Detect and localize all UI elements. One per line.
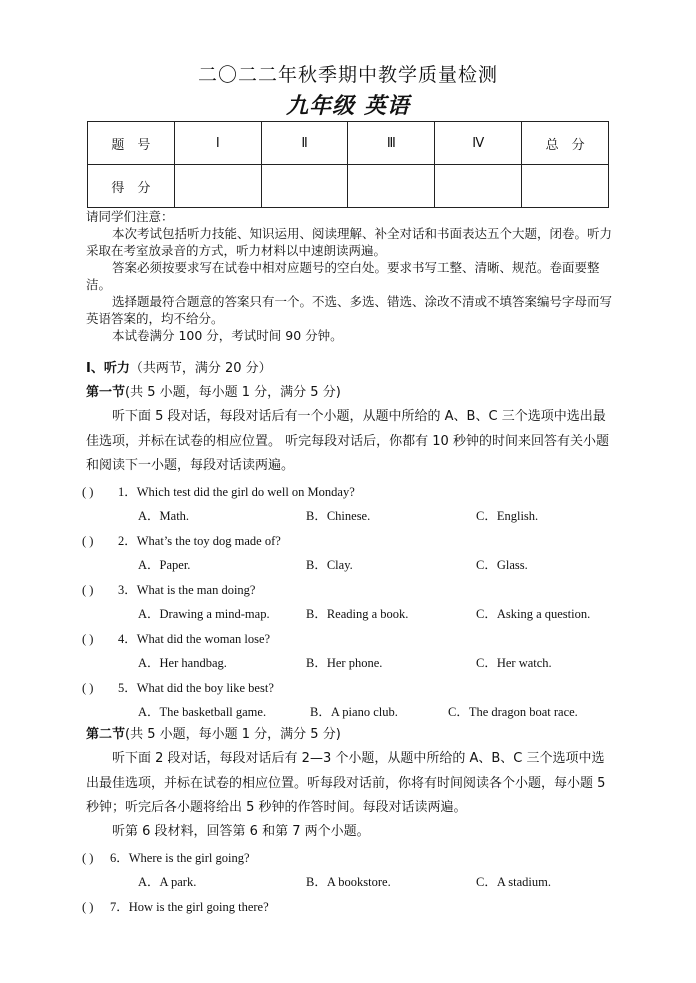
notice-paragraph: 本试卷满分 100 分，考试时间 90 分钟。	[112, 328, 343, 343]
question-stem: 3．What is the man doing?	[118, 583, 256, 597]
option-a: A．Drawing a mind-map.	[138, 607, 270, 621]
question-3	[82, 581, 255, 599]
option-c: C．English.	[476, 509, 539, 523]
question-stem: 7．How is the girl going there?	[110, 900, 269, 914]
option-b: B．Clay.	[306, 558, 353, 572]
answer-blank[interactable]: ( )	[82, 583, 94, 597]
section2-heading-bold: 第二节	[86, 727, 126, 742]
question-stem: 2．What’s the toy dog made of?	[118, 534, 281, 548]
score-cell-part3: Ⅲ	[348, 122, 435, 165]
section1-heading-bold: 第一节	[86, 385, 126, 400]
option-c: C．Asking a question.	[476, 607, 591, 621]
score-table-score-row	[88, 165, 609, 208]
option-b: B．Chinese.	[306, 509, 371, 523]
section1-heading-rest: (共 5 小题，每小题 1 分，满分 5 分)	[125, 385, 341, 400]
score-blank-cell[interactable]	[348, 165, 435, 208]
score-cell-part2: Ⅱ	[261, 122, 348, 165]
score-row-label: 得 分	[88, 165, 175, 208]
score-blank-cell[interactable]	[435, 165, 522, 208]
score-blank-cell[interactable]	[522, 165, 609, 208]
exam-subtitle: 九年级 英语	[286, 93, 410, 119]
score-cell-part1: Ⅰ	[174, 122, 261, 165]
section2-heading	[86, 726, 341, 744]
option-b: B．A bookstore.	[306, 875, 391, 889]
notice-block	[86, 208, 614, 344]
score-table-header-row	[88, 122, 609, 165]
option-a: A．The basketball game.	[138, 705, 267, 719]
score-blank-cell[interactable]	[174, 165, 261, 208]
option-a: A．A park.	[138, 875, 197, 889]
section1-instructions: 听下面 5 段对话，每段对话后有一个小题，从题中所给的 A、B、C 三个选项中选出最佳选项，并标在试卷的相应位置。 听完每段对话后，你都有 10 秒钟的时间来回答有关小题和阅读下一小题，每段对话读两遍。	[86, 409, 609, 473]
answer-blank[interactable]: ( )	[82, 681, 94, 695]
option-c: C．Her watch.	[476, 656, 552, 670]
option-b: B．Reading a book.	[306, 607, 409, 621]
question-6	[82, 849, 250, 867]
score-blank-cell[interactable]	[261, 165, 348, 208]
question-5	[82, 679, 274, 697]
option-a: A．Her handbag.	[138, 656, 227, 670]
section2-heading-rest: (共 5 小题，每小题 1 分，满分 5 分)	[125, 727, 341, 742]
part1-heading	[86, 360, 272, 378]
section2-instructions: 听下面 2 段对话，每段对话后有 2—3 个小题，从题中所给的 A、B、C 三个选项中选出最佳选项，并标在试卷的相应位置。听每段对话前，你将有时间阅读各个小题，每小题 5 秒钟；听完后各小题将给出 5 秒钟的作答时间。每段对话读两遍。	[86, 751, 606, 815]
option-c: C．Glass.	[476, 558, 528, 572]
score-cell-label: 题 号	[88, 122, 175, 165]
question-stem: 6．Where is the girl going?	[110, 851, 250, 865]
notice-paragraph: 本次考试包括听力技能、知识运用、阅读理解、补全对话和书面表达五个大题，闭卷。听力采取在考室放录音的方式，听力材料以中速朗读两遍。	[86, 226, 613, 258]
notice-paragraph: 选择题最符合题意的答案只有一个。不选、多选、错选、涂改不清或不填答案编号字母而写英语答案的，均不给分。	[86, 294, 613, 326]
answer-blank[interactable]: ( )	[82, 900, 94, 914]
score-cell-part4: Ⅳ	[435, 122, 522, 165]
score-table	[87, 121, 609, 208]
part1-heading-bold: Ⅰ、听力	[86, 361, 130, 376]
option-c: C．The dragon boat race.	[448, 705, 578, 719]
answer-blank[interactable]: ( )	[82, 534, 94, 548]
section1-heading	[86, 384, 341, 402]
question-7	[82, 898, 269, 916]
notice-paragraph: 答案必须按要求写在试卷中相对应题号的空白处。要求书写工整、清晰、规范。卷面要整洁。	[86, 260, 600, 292]
score-cell-total: 总 分	[522, 122, 609, 165]
question-1	[82, 483, 355, 501]
material-6-intro: 听第 6 段材料，回答第 6 和第 7 两个小题。	[112, 824, 370, 839]
option-a: A．Math.	[138, 509, 190, 523]
part1-heading-rest: （共两节，满分 20 分）	[129, 361, 272, 376]
question-stem: 4．What did the woman lose?	[118, 632, 271, 646]
notice-heading: 请同学们注意：	[86, 209, 174, 224]
exam-title: 二〇二二年秋季期中教学质量检测	[197, 64, 498, 86]
option-c: C．A stadium.	[476, 875, 552, 889]
answer-blank[interactable]: ( )	[82, 485, 94, 499]
option-b: B．Her phone.	[306, 656, 383, 670]
option-b: B．A piano club.	[310, 705, 398, 719]
question-2	[82, 532, 281, 550]
question-4	[82, 630, 270, 648]
answer-blank[interactable]: ( )	[82, 851, 94, 865]
question-stem: 1．Which test did the girl do well on Monday?	[118, 485, 355, 499]
option-a: A．Paper.	[138, 558, 191, 572]
question-stem: 5．What did the boy like best?	[118, 681, 274, 695]
answer-blank[interactable]: ( )	[82, 632, 94, 646]
